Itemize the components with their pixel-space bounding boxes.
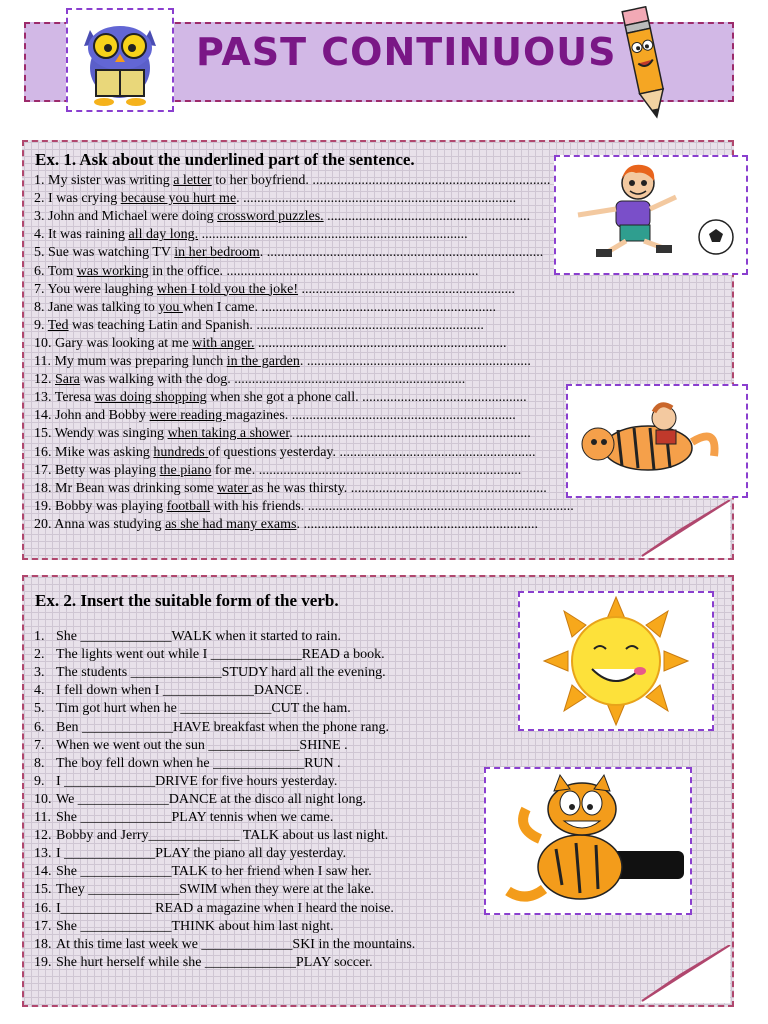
exercise-2-item: 9. I _____________DRIVE for five hours yesterday. <box>34 773 338 789</box>
exercise-2-item: 2. The lights went out while I _____________READ a book. <box>34 647 385 663</box>
underlined-part: because you hurt me <box>120 191 237 207</box>
underlined-part: water <box>217 480 252 496</box>
underlined-part: were reading <box>149 408 226 424</box>
underlined-part: hundreds <box>153 444 209 460</box>
underlined-part: when taking a shower <box>167 426 290 442</box>
football-boy-picture <box>554 155 748 275</box>
garfield-picture <box>484 767 692 915</box>
exercise-2-item: 4. I fell down when I _____________DANCE . <box>34 683 310 699</box>
calvin-and-hobbes-picture <box>566 384 748 498</box>
exercise-1-item: 19. Bobby was playing football with his friends. ............................................................................ <box>34 498 574 514</box>
underlined-part: with anger. <box>192 335 255 351</box>
exercise-1-item: 3. John and Michael were doing crossword puzzles. .......................................................... <box>34 209 531 225</box>
exercise-2-item: 7. When we went out the sun _____________SHINE . <box>34 737 348 753</box>
underlined-part: crossword puzzles. <box>217 209 324 225</box>
exercise-2-item: 5. Tim got hurt when he _____________CUT the ham. <box>34 701 351 717</box>
owl-picture <box>66 8 174 112</box>
exercise-2-item: 14. She _____________TALK to her friend when I saw her. <box>34 864 372 880</box>
underlined-part: a letter <box>173 173 212 188</box>
exercise-1-item: 8. Jane was talking to you when I came. ................................................................... <box>34 299 496 315</box>
underlined-part: you <box>158 299 183 315</box>
exercise-2-item: 3. The students _____________STUDY hard all the evening. <box>34 665 386 681</box>
page-curl-decoration <box>640 500 732 558</box>
page-curl-decoration <box>640 945 732 1003</box>
exercise-2-item: 17. She _____________THINK about him last night. <box>34 918 334 934</box>
exercise-1-item: 11. My mum was preparing lunch in the garden. ................................................................ <box>34 354 531 369</box>
exercise-1-item: 20. Anna was studying as she had many exams. ................................................................... <box>34 516 538 532</box>
exercise-2-item: 18. At this time last week we _____________SKI in the mountains. <box>34 936 416 952</box>
exercise-1-item: 14. John and Bobby were reading magazines. ................................................................ <box>34 408 516 424</box>
exercise-1-item: 12. Sara was walking with the dog. .................................................................. <box>34 372 466 388</box>
sun-picture <box>518 591 714 731</box>
underlined-part: Sara <box>55 372 80 388</box>
exercise-1-item: 13. Teresa was doing shopping when she got a phone call. ............................................... <box>34 390 527 406</box>
exercise-1-item: 16. Mike was asking hundreds of questions yesterday. ........................................................ <box>34 444 536 460</box>
exercise-1-item: 2. I was crying because you hurt me. .............................................................................. <box>34 191 517 207</box>
page-title: PAST CONTINUOUS <box>196 30 617 74</box>
exercise-2-item: 16. I_____________ READ a magazine when I heard the noise. <box>34 900 394 916</box>
underlined-part: was doing shopping <box>94 390 207 406</box>
exercise-1-title: Ex. 1. Ask about the underlined part of the sentence. <box>35 150 415 169</box>
exercise-2-item: 19. She hurt herself while she _____________PLAY soccer. <box>34 954 373 970</box>
underlined-part: when I told you the joke! <box>156 281 299 297</box>
exercise-1-item: 5. Sue was watching TV in her bedroom. ............................................................................... <box>34 245 544 261</box>
exercise-1-item: 15. Wendy was singing when taking a shower. ................................................................... <box>34 426 531 442</box>
underlined-part: in her bedroom <box>174 245 260 261</box>
exercise-1-item: 17. Betty was playing the piano for me. ........................................................................... <box>34 462 522 478</box>
exercise-2-item: 12. Bobby and Jerry_____________ TALK about us last night. <box>34 828 389 844</box>
exercise-1-item: 10. Gary was looking at me with anger. ....................................................................... <box>34 335 507 351</box>
underlined-part: Ted <box>47 317 69 333</box>
pencil-character-picture <box>614 6 678 126</box>
underlined-part: in the garden <box>226 354 300 369</box>
exercise-1-item: 9. Ted was teaching Latin and Spanish. ................................................................. <box>34 317 484 333</box>
exercise-1-item: 1. My sister was writing a letter to her boyfriend. .................................................................... <box>34 173 551 188</box>
underlined-part: was working <box>76 263 149 279</box>
exercise-2-item: 8. The boy fell down when he _____________RUN . <box>34 755 341 771</box>
exercise-1-item: 18. Mr Bean was drinking some water as he was thirsty. ........................................................ <box>34 480 547 496</box>
exercise-2-item: 6. Ben _____________HAVE breakfast when the phone rang. <box>34 719 389 735</box>
exercise-2-item: 10. We _____________DANCE at the disco all night long. <box>34 791 366 807</box>
underlined-part: all day long. <box>128 227 199 243</box>
exercise-2-item: 11. She _____________PLAY tennis when we came. <box>34 810 334 825</box>
underlined-part: football <box>166 498 211 514</box>
exercise-1-item: 4. It was raining all day long. ............................................................................ <box>34 227 468 243</box>
underlined-part: the piano <box>159 462 212 478</box>
exercise-1-item: 7. You were laughing when I told you the joke! ............................................................. <box>34 281 516 297</box>
exercise-2-item: 15. They _____________SWIM when they were at the lake. <box>34 882 375 898</box>
exercise-1-item: 6. Tom was working in the office. ........................................................................ <box>34 263 479 279</box>
exercise-2-item: 1. She _____________WALK when it started to rain. <box>34 629 342 644</box>
exercise-2-title: Ex. 2. Insert the suitable form of the verb. <box>35 591 339 610</box>
exercise-2-item: 13. I _____________PLAY the piano all day yesterday. <box>34 846 347 862</box>
underlined-part: as she had many exams <box>165 516 297 532</box>
